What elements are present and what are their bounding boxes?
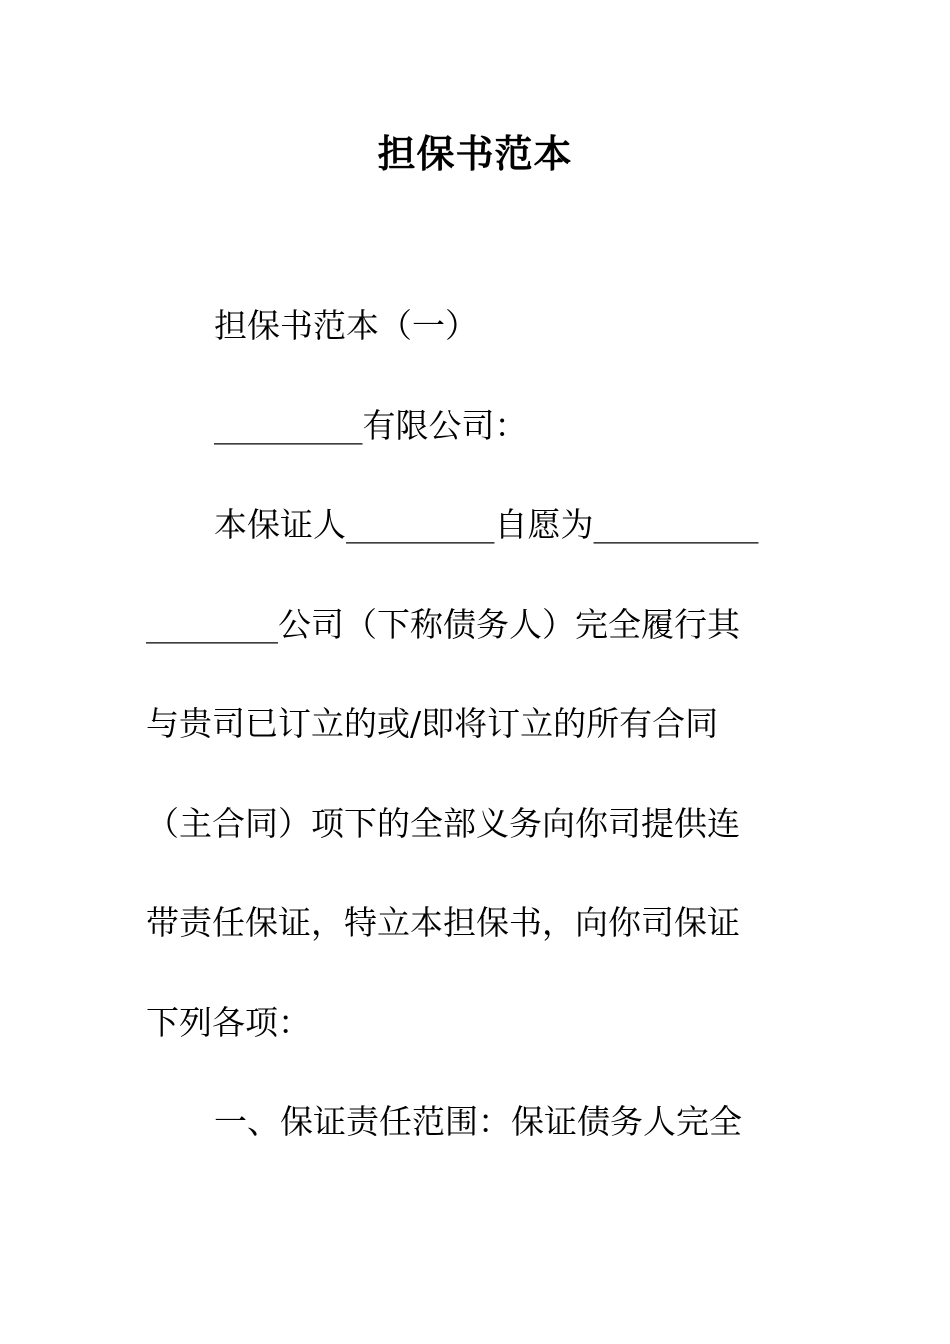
body-line: （主合同）项下的全部义务向你司提供连 [146, 804, 740, 843]
section-heading: 担保书范本（一） [214, 306, 478, 345]
document-title: 担保书范本 [377, 131, 573, 176]
body-line: 带责任保证，特立本担保书，向你司保证 [146, 903, 740, 942]
body-line: 下列各项： [146, 1003, 311, 1042]
body-line: 本保证人_________自愿为__________ [214, 505, 759, 544]
clause-line: 一、保证责任范围：保证债务人完全 [214, 1102, 742, 1141]
body-line: 与贵司已订立的或/即将订立的所有合同 [146, 704, 719, 743]
addressee-line: _________有限公司： [214, 406, 528, 445]
body-line: ________公司（下称债务人）完全履行其 [146, 605, 740, 644]
